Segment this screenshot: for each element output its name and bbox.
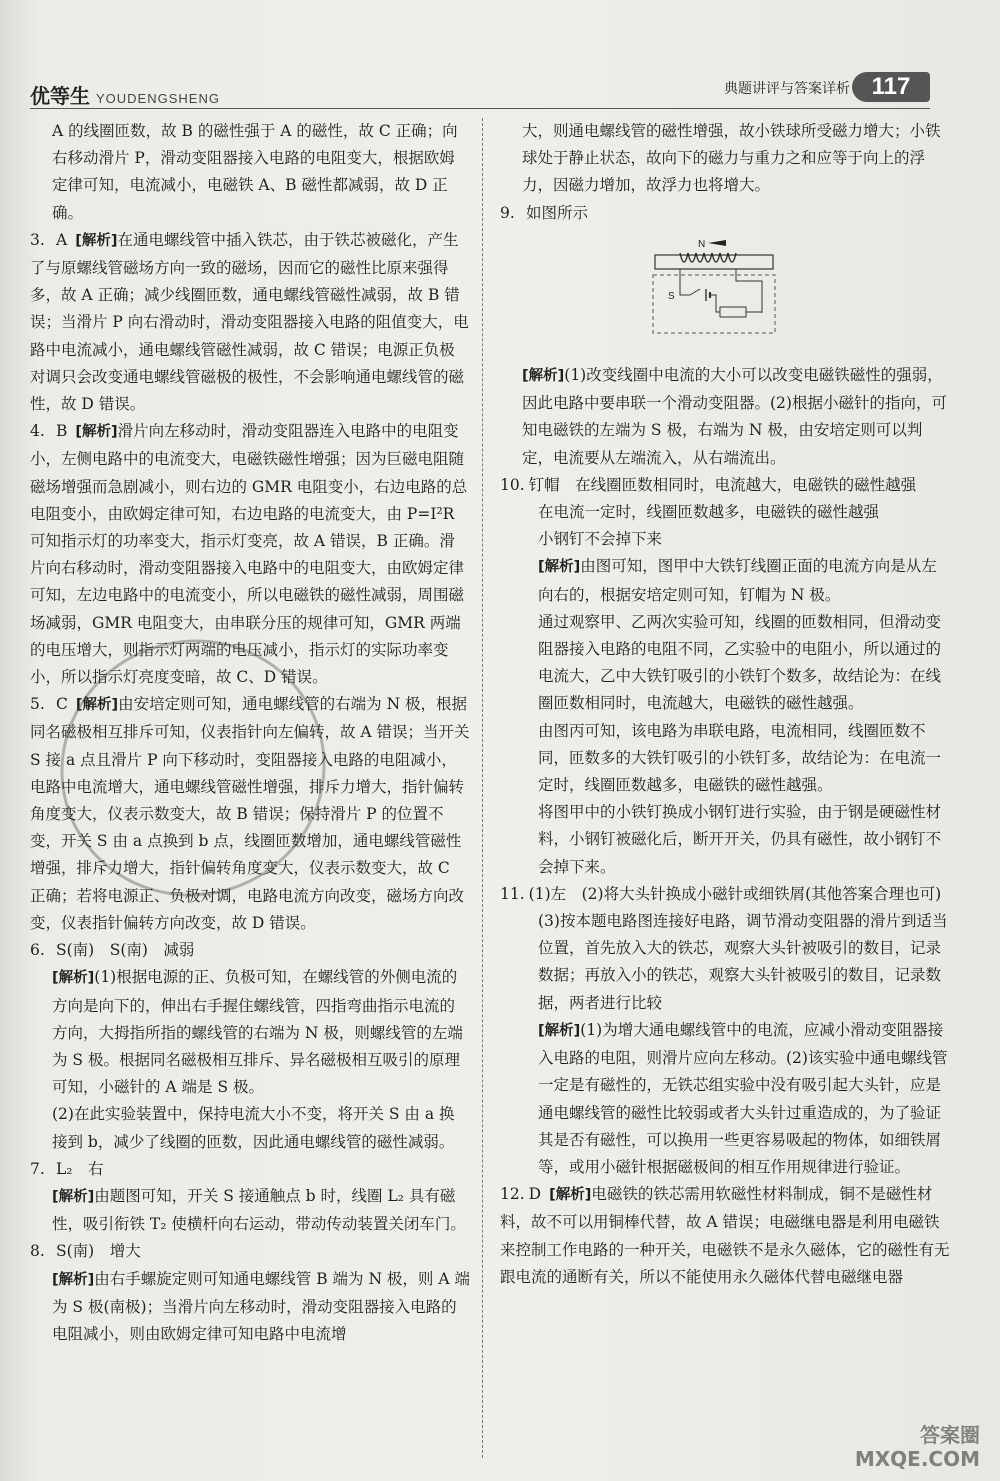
item-number: 4. bbox=[30, 422, 45, 441]
coil-winding bbox=[680, 253, 736, 262]
item-number: 6. bbox=[30, 941, 45, 960]
analysis-text: 电磁铁的铁芯需用软磁性材料制成，铜不是磁性材料，故不可以用铜棒代替，故 A 错误；电磁继电器是利用电磁铁来控制工作电路的一种开关，电磁铁不是永久磁体，它的磁性有无跟电流的通断有关，所以不能使用永久磁体代替电磁继电器 bbox=[500, 1185, 950, 1286]
answer-item-11 bbox=[500, 881, 950, 1181]
analysis-text: 由图可知，图甲中大铁钉线圈正面的电流方向是从左向右的，根据安培定则可知，钉帽为 N 极。 bbox=[538, 557, 937, 604]
analysis-text: (1)为增大通电螺线管中的电流，应减小滑动变阻器接入电路的电阻，则滑片应向左移动。(2)该实验中通电螺线管一定是有磁性的，无铁芯组实验中没有吸引起大头针，应是通电螺线管的磁性比较弱或者大头针过重造成的，为了验证其是否有磁性，可以换用一些更容易吸起的物体，如细铁屑等，或用小磁针根据磁极间的相互作用规律进行验证。 bbox=[538, 1020, 948, 1176]
item-answer: B bbox=[56, 422, 68, 441]
compass-needle-icon bbox=[708, 240, 726, 246]
item-answer: 钉帽 在线圈匝数相同时，电流越大，电磁铁的磁性越强 bbox=[528, 475, 917, 494]
site-watermark bbox=[855, 1423, 980, 1471]
item-answer: D bbox=[528, 1185, 542, 1204]
analysis-tag: [解析] bbox=[538, 559, 581, 576]
right-column bbox=[500, 118, 950, 1291]
analysis-text: 由右手螺旋定则可知通电螺线管 B 端为 N 极，则 A 端为 S 极(南极)；当滑片向左移动时，滑动变阻器接入电路的电阻减小，则由欧姆定律可知电路中电流增 bbox=[52, 1269, 470, 1343]
electromagnet-circuit-figure bbox=[650, 235, 780, 345]
answer-item-7 bbox=[30, 1156, 470, 1239]
analysis-text: 在通电螺线管中插入铁芯，由于铁芯被磁化，产生了与原螺线管磁场方向一致的磁场，因而它的磁性比原来强得多，故 A 正确；减少线圈匝数，通电螺线管磁性减弱，故 B 错误；当滑片 P 向右滑动时，滑动变阻器接入电路的阻值变大，电路中电流减小，通电螺线管磁性减弱，故 C 错误；电源正负极对调只会改变通电螺线管磁极的极性，不会影响通电螺线管的磁性，故 D 错误。 bbox=[30, 230, 469, 414]
item-number: 7. bbox=[30, 1159, 45, 1178]
item-answer: S(南) S(南) 减弱 bbox=[56, 941, 195, 960]
answer-item-10 bbox=[500, 472, 950, 881]
page-header bbox=[0, 70, 1000, 110]
analysis-tag: [解析] bbox=[549, 1187, 592, 1204]
analysis-tag: [解析] bbox=[522, 368, 565, 385]
item-answer: L₂ 右 bbox=[56, 1159, 104, 1178]
iron-core bbox=[655, 255, 773, 269]
answer-item-12 bbox=[500, 1181, 950, 1291]
watermark-line1: 答案圈 bbox=[920, 1423, 980, 1447]
analysis-tag: [解析] bbox=[52, 970, 95, 987]
analysis-text: 由题图可知，开关 S 接通触点 b 时，线圈 L₂ 具有磁性，吸引衔铁 T₂ 使横杆向右运动，带动传动装置关闭车门。 bbox=[52, 1186, 466, 1234]
brand-name: 优等生 bbox=[30, 84, 90, 108]
analysis-text: 通过观察甲、乙两次实验可知，线圈的匝数相同，但滑动变阻器接入电路的电阻不同，乙实验中的电阻小，所以通过的电流大，乙中大铁钉吸引的小铁钉个数多，故结论为：在线圈匝数相同时，电流越大，电磁铁的磁性越强。 bbox=[538, 612, 942, 713]
continued-text: A 的线圈匝数，故 B 的磁性强于 A 的磁性，故 C 正确；向右移动滑片 P，滑动变阻器接入电路的电阻变大，根据欧姆定律可知，电流减小，电磁铁 A、B 磁性都减弱，故 D 正确。 bbox=[52, 122, 458, 222]
figure-s-label: S bbox=[668, 290, 675, 302]
analysis-text: (2)在此实验装置中，保持电流大小不变，将开关 S 由 a 换接到 b，减少了线圈的匝数，因此通电螺线管的磁性减弱。 bbox=[52, 1105, 455, 1151]
item-number: 9. bbox=[500, 203, 515, 222]
analysis-tag: [解析] bbox=[538, 1022, 581, 1039]
analysis-tag: [解析] bbox=[75, 232, 118, 249]
analysis-tag: [解析] bbox=[52, 1188, 95, 1205]
continued-text: 大，则通电螺线管的磁性增强，故小铁球所受磁力增大；小铁球处于静止状态，故向下的磁力与重力之和应等于向上的浮力，因磁力增加，故浮力也将增大。 bbox=[522, 122, 941, 195]
section-title: 典题讲评与答案详析 bbox=[724, 81, 850, 97]
item-number: 8. bbox=[30, 1242, 45, 1261]
item-answer: (1)左 (2)将大头针换成小磁针或细铁屑(其他答案合理也可) bbox=[528, 884, 942, 903]
item-answer: (3)按本题电路图连接好电路，调节滑动变阻器的滑片到适当位置，首先放入大的铁芯，观察大头针被吸引的数目，记录数据；再放入小的铁芯，观察大头针被吸引的数目，记录数据，两者进行比较 bbox=[538, 912, 948, 1012]
brand-logo bbox=[30, 80, 220, 109]
analysis-tag: [解析] bbox=[75, 424, 118, 441]
wire-left bbox=[680, 269, 690, 295]
answer-item-3 bbox=[30, 227, 470, 418]
answer-item-8 bbox=[30, 1238, 470, 1348]
analysis-tag: [解析] bbox=[75, 697, 119, 714]
analysis-tag: [解析] bbox=[52, 1271, 95, 1288]
item-answer: 如图所示 bbox=[526, 203, 589, 222]
item-answer: A bbox=[56, 230, 68, 249]
column-divider bbox=[482, 118, 483, 1458]
analysis-text: 由图丙可知，该电路为串联电路，电流相同，线圈匝数不同，匝数多的大铁钉吸引的小铁钉多，故结论为：在电流一定时，线圈匝数越多，电磁铁的磁性越强。 bbox=[538, 721, 942, 795]
item-number: 3. bbox=[30, 230, 45, 249]
answer-item-9 bbox=[500, 200, 950, 472]
item-answer: 小钢钉不会掉下来 bbox=[538, 530, 663, 549]
item-answer: 在电流一定时，线圈匝数越多，电磁铁的磁性越强 bbox=[538, 503, 880, 522]
analysis-text: 由安培定则可知，通电螺线管的右端为 N 极，根据同名磁极相互排斥可知，仪表指针向左偏转，故 A 错误；当开关 S 接 a 点且滑片 P 向下移动时，变阻器接入电路的电阻减小，电路中电流增大，通电螺线管磁性增强，排斥力增大，指针偏转角度变大，仪表示数变大，故 B 错误；保持滑片 P 的位置不变，开关 S 由 a 点换到 b 点，线圈匝数增加，通电螺线管磁性增强，排斥力增大，指针偏转角度变大，仪表示数变大，故 C 正确；若将电源正、负极对调，电路电流方向改变，磁场方向改变，仪表指针偏转方向改变，故 D 错误。 bbox=[30, 695, 470, 932]
dashed-box bbox=[653, 275, 775, 333]
brand-pinyin: YOUDENGSHENG bbox=[96, 91, 220, 106]
watermark-line2: MXQE.COM bbox=[854, 1447, 980, 1471]
item-number: 12. bbox=[500, 1185, 525, 1204]
switch bbox=[690, 289, 700, 295]
analysis-text: (1)根据电源的正、负极可知，在螺线管的外侧电流的方向是向下的，伸出右手握住螺线管，四指弯曲指示电流的方向，大拇指所指的螺线管的右端为 N 极，则螺线管的左端为 S 极。根据同名磁极相互排斥、异名磁极相互吸引的原理可知，小磁针的 A 端是 S 极。 bbox=[52, 968, 463, 1097]
answer-item-6 bbox=[30, 937, 470, 1156]
analysis-text: 将图甲中的小铁钉换成小钢钉进行实验，由于钢是硬磁性材料，小钢钉被磁化后，断开开关，仍具有磁性，故小钢钉不会掉下来。 bbox=[538, 803, 942, 876]
analysis-text: (1)改变线圈中电流的大小可以改变电磁铁磁性的强弱，因此电路中要串联一个滑动变阻器。(2)根据小磁针的指向，可知电磁铁的左端为 S 极，右端为 N 极，由安培定则可以判定，电流要从左端流入，从右端流出。 bbox=[522, 366, 947, 467]
item-number: 5. bbox=[30, 695, 45, 714]
analysis-text: 滑片向左移动时，滑动变阻器连入电路中的电阻变小，左侧电路中的电流变大，电磁铁磁性增强；因为巨磁电阻随磁场增强而急剧减小，则右边的 GMR 电阻变小，右边电路的总电阻变小，由欧姆定律可知，右边电路的电流变大，由 P=I²R 可知指示灯的功率变大，指示灯变亮，故 A 错误，B 正确。滑片向右移动时，滑动变阻器接入电路中的电阻变大，由欧姆定律可知，左边电路中的电流变小，所以电磁铁的磁性减弱，周围磁场减弱，GMR 电阻变大，由串联分压的规律可知，GMR 两端的电压增大，则指示灯两端的电压减小，指示灯的实际功率变小，所以指示灯亮度变暗，故 C、D 错误。 bbox=[30, 422, 468, 687]
item-number: 10. bbox=[500, 475, 525, 494]
header-rule bbox=[30, 108, 930, 109]
page-number-badge: 117 bbox=[852, 72, 930, 102]
item-number: 11. bbox=[500, 884, 525, 903]
item-answer: S(南) 增大 bbox=[56, 1242, 141, 1261]
rheostat bbox=[720, 307, 746, 317]
wire-right bbox=[736, 269, 762, 313]
item-answer: C bbox=[56, 695, 68, 714]
figure-n-label: N bbox=[698, 238, 706, 250]
